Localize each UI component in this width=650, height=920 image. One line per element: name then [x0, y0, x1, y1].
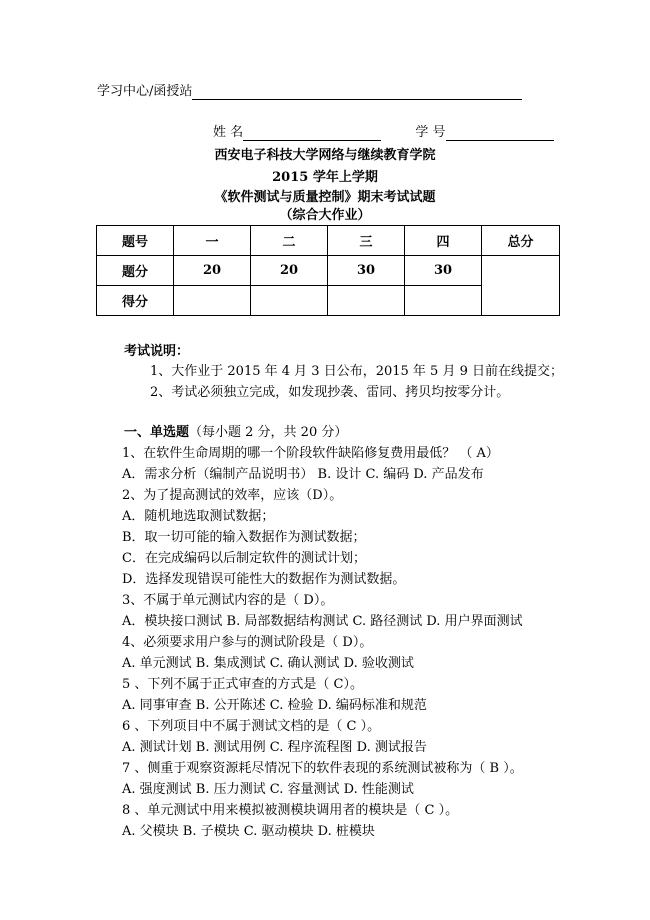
question-line: 8 、单元测试中用来模拟被测模块调用者的模块是（ C ）。 — [122, 803, 459, 818]
question-line: 6 、下列项目中不属于测试文档的是（ C ）。 — [122, 719, 381, 734]
header-cell: 一 — [174, 226, 251, 256]
question-line: A．随机地选取测试数据； — [122, 509, 275, 524]
question-line: A. 测试计划 B. 测试用例 C. 程序流程图 D. 测试报告 — [122, 740, 427, 755]
question-line: 2、为了提高测试的效率，应该（D）。 — [122, 488, 343, 503]
points-cell: 30 — [328, 256, 405, 286]
question-line: A. 父模块 B. 子模块 C. 驱动模块 D. 桩模块 — [122, 824, 375, 839]
school-title: 西安电子科技大学网络与继续教育学院 — [214, 148, 436, 163]
section1-heading-row — [124, 425, 347, 441]
id-blank[interactable] — [446, 126, 554, 141]
score-label-cell: 得分 — [97, 286, 174, 316]
header-cell: 二 — [251, 226, 328, 256]
section1-heading: 一、单选题 — [124, 425, 190, 440]
score-table-header-row — [97, 226, 560, 256]
score-cell[interactable] — [405, 286, 482, 316]
instruction-item: 2、考试必须独立完成，如发现抄袭、雷同、拷贝均按零分计。 — [150, 385, 510, 400]
name-label: 姓 名 — [213, 125, 244, 140]
study-center-label: 学习中心/函授站 — [97, 84, 193, 99]
question-line: A. 单元测试 B. 集成测试 C. 确认测试 D. 验收测试 — [122, 656, 414, 671]
score-table — [96, 225, 560, 316]
question-line: A．模块接口测试 B. 局部数据结构测试 C. 路径测试 D. 用户界面测试 — [122, 614, 523, 629]
header-cell: 四 — [405, 226, 482, 256]
points-cell: 30 — [405, 256, 482, 286]
question-line: 4、必须要求用户参与的测试阶段是（ D）。 — [122, 635, 373, 650]
name-blank[interactable] — [243, 126, 381, 141]
instructions-heading: 考试说明： — [124, 344, 190, 359]
header-cell: 题号 — [97, 226, 174, 256]
subtitle: （综合大作业） — [279, 208, 371, 223]
score-cell[interactable] — [174, 286, 251, 316]
score-cell[interactable] — [328, 286, 405, 316]
instruction-item: 1、大作业于 2015 年 4 月 3 日公布，2015 年 5 月 9 日前在线提交； — [150, 364, 563, 379]
question-line: A. 同事审查 B. 公开陈述 C. 检验 D. 编码标准和规范 — [122, 698, 427, 713]
question-line: 3、不属于单元测试内容的是（ D）。 — [122, 593, 334, 608]
question-line: 7 、侧重于观察资源耗尽情况下的软件表现的系统测试被称为（ B ）。 — [122, 761, 523, 776]
id-label: 学 号 — [415, 125, 446, 140]
header-cell: 总分 — [482, 226, 560, 256]
name-id-row — [213, 125, 554, 141]
question-line: D．选择发现错误可能性大的数据作为测试数据。 — [122, 572, 406, 587]
study-center-row — [97, 84, 522, 100]
score-cell[interactable] — [251, 286, 328, 316]
course-title: 《软件测试与质量控制》期末考试试题 — [214, 190, 436, 205]
question-line: 1、在软件生命周期的哪一个阶段软件缺陷修复费用最低？ （ A） — [122, 446, 499, 461]
total-score-cell[interactable] — [482, 256, 560, 316]
points-cell: 20 — [251, 256, 328, 286]
question-line: B．取一切可能的输入数据作为测试数据； — [122, 530, 366, 545]
question-line: A. 强度测试 B. 压力测试 C. 容量测试 D. 性能测试 — [122, 782, 414, 797]
question-line: C．在完成编码以后制定软件的测试计划； — [122, 551, 366, 566]
question-line: 5 、下列不属于正式审查的方式是（ C）。 — [122, 677, 363, 692]
study-center-blank[interactable] — [192, 85, 522, 100]
points-cell: 20 — [174, 256, 251, 286]
question-line: A．需求分析（编制产品说明书） B. 设计 C. 编码 D. 产品发布 — [122, 467, 484, 482]
points-label-cell: 题分 — [97, 256, 174, 286]
term-title: 2015 学年上学期 — [272, 170, 378, 185]
header-cell: 三 — [328, 226, 405, 256]
score-table-points-row — [97, 256, 560, 286]
section1-note: （每小题 2 分，共 20 分） — [189, 425, 348, 440]
